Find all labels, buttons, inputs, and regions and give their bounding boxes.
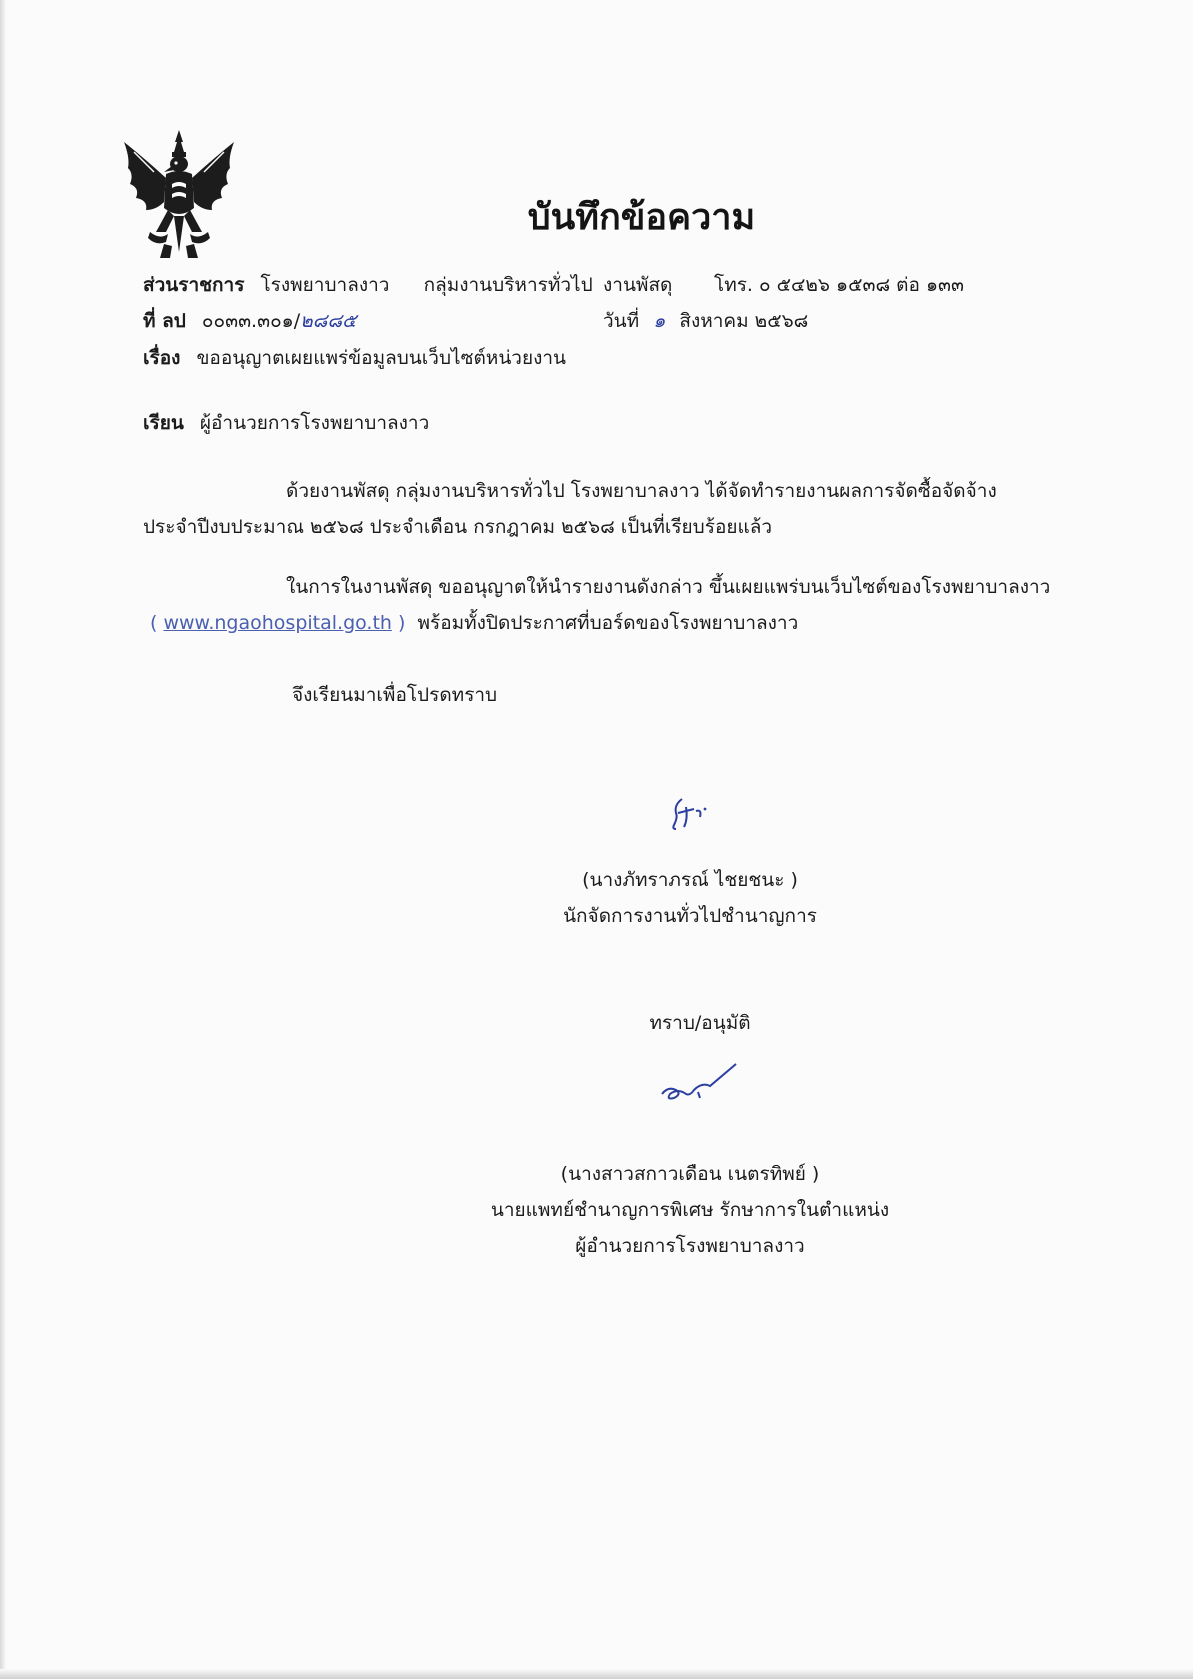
reference-number: ๐๐๓๓.๓๐๑/	[201, 310, 301, 332]
reference-handwritten-number: ๒๘๘๕	[300, 310, 357, 332]
subject-line	[143, 345, 566, 371]
agency-phone-line	[714, 272, 964, 298]
salutation-label: เรียน	[143, 412, 184, 434]
subject-label: เรื่อง	[143, 347, 181, 369]
subject-text: ขออนุญาตเผยแพร่ข้อมูลบนเว็บไซต์หน่วยงาน	[196, 347, 567, 369]
reference-label: ที่ ลป	[143, 310, 186, 332]
closing-line: จึงเรียนมาเพื่อโปรดทราบ	[292, 684, 498, 706]
agency-unit: งานพัสดุ	[603, 274, 673, 296]
paragraph-2-line-2	[150, 610, 798, 636]
agency-group: กลุ่มงานบริหารทั่วไป	[423, 274, 593, 296]
agency-unit-line	[603, 272, 672, 298]
signer-2-block	[470, 1156, 910, 1264]
paragraph-1-line-2: ประจำปีงบประมาณ ๒๕๖๘ ประจำเดือน กรกฎาคม ๒๕๖๘ เป็นที่เรียบร้อยแล้ว	[143, 516, 773, 538]
paragraph-2-rest: พร้อมทั้งปิดประกาศที่บอร์ดของโรงพยาบาลงาว	[417, 612, 799, 634]
signer-2-position-2: ผู้อำนวยการโรงพยาบาลงาว	[575, 1235, 805, 1257]
paragraph-1-line-1: ด้วยงานพัสดุ กลุ่มงานบริหารทั่วไป โรงพยาบาลงาว ได้จัดทำรายงานผลการจัดซื้อจัดจ้าง	[286, 480, 997, 502]
signer-1-name: (นางภัทราภรณ์ ไชยชนะ )	[582, 869, 798, 891]
approval-text: ทราบ/อนุมัติ	[649, 1012, 751, 1034]
signer-2-name: (นางสาวสกาวเดือน เนตรทิพย์ )	[560, 1163, 820, 1185]
salutation-line	[143, 410, 429, 436]
date-month-year: สิงหาคม ๒๕๖๘	[679, 310, 809, 332]
signature-1-image	[668, 795, 718, 835]
agency-label: ส่วนราชการ	[143, 274, 245, 296]
document-title: บันทึกข้อความ	[527, 197, 756, 238]
date-label: วันที่	[603, 310, 640, 332]
agency-line	[143, 272, 593, 298]
url-close-paren: )	[398, 612, 406, 634]
signer-1-block	[520, 862, 860, 934]
agency-phone: โทร. ๐ ๕๔๒๖ ๑๕๓๘ ต่อ ๑๓๓	[714, 274, 964, 296]
date-day: ๑	[653, 310, 666, 332]
signature-2-image	[658, 1060, 742, 1106]
reference-line	[143, 308, 356, 334]
salutation-recipient: ผู้อำนวยการโรงพยาบาลงาว	[199, 412, 430, 434]
signer-1-position: นักจัดการงานทั่วไปชำนาญการ	[563, 905, 817, 927]
scan-edge-shadow	[0, 0, 6, 1679]
agency-org: โรงพยาบาลงาว	[260, 274, 390, 296]
date-line	[603, 308, 808, 334]
url-open-paren: (	[150, 612, 158, 634]
scan-bottom-shadow	[0, 1669, 1193, 1679]
hospital-website-link[interactable]: www.ngaohospital.go.th	[163, 612, 392, 634]
signer-2-position-1: นายแพทย์ชำนาญการพิเศษ รักษาการในตำแหน่ง	[490, 1199, 890, 1221]
paragraph-2-line-1: ในการในงานพัสดุ ขออนุญาตให้นำรายงานดังกล่าว ขึ้นเผยแพร่บนเว็บไซต์ของโรงพยาบาลงาว	[286, 576, 1051, 598]
